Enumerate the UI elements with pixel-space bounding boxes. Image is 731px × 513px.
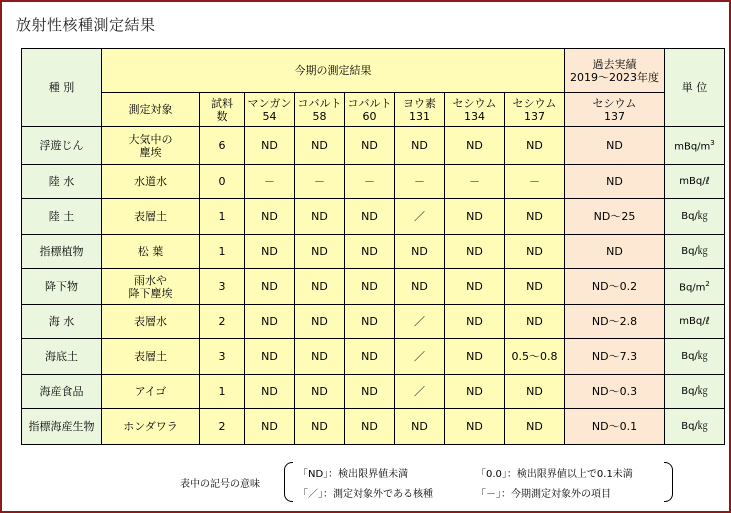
row-sample-count: 2 bbox=[200, 409, 245, 445]
row-value: ND bbox=[505, 235, 565, 269]
row-kind: 海底土 bbox=[22, 339, 102, 375]
row-unit-text: mBq/ℓ bbox=[679, 176, 710, 187]
nuclide-mass: 60 bbox=[362, 109, 377, 123]
row-unit bbox=[665, 165, 725, 199]
row-value: ND bbox=[445, 235, 505, 269]
header-past-nuclide bbox=[565, 93, 665, 127]
row-value: ／ bbox=[395, 375, 445, 409]
header-nuclide bbox=[245, 93, 295, 127]
row-target bbox=[102, 339, 200, 375]
nuclide-name: マンガン bbox=[247, 96, 292, 110]
row-value: ND bbox=[445, 269, 505, 305]
row-value: ND bbox=[505, 305, 565, 339]
table-row bbox=[22, 165, 725, 199]
table-row bbox=[22, 269, 725, 305]
row-value: － bbox=[245, 165, 295, 199]
row-value: ND bbox=[345, 375, 395, 409]
row-target-line: 塵埃 bbox=[139, 145, 162, 159]
nuclide-mass: 54 bbox=[262, 109, 277, 123]
header-row-1 bbox=[22, 49, 725, 93]
row-unit bbox=[665, 409, 725, 445]
row-value: ND bbox=[505, 375, 565, 409]
row-target-line: 表層土 bbox=[134, 210, 167, 223]
row-sample-count: 2 bbox=[200, 305, 245, 339]
row-value: ND bbox=[245, 199, 295, 235]
row-unit-sup: 2 bbox=[705, 280, 710, 289]
nuclide-mass: 58 bbox=[312, 109, 327, 123]
table-row bbox=[22, 375, 725, 409]
header-unit: 単 位 bbox=[665, 49, 725, 127]
row-value: ND bbox=[395, 409, 445, 445]
row-value: ND bbox=[445, 199, 505, 235]
row-target-line: 松 葉 bbox=[137, 245, 164, 258]
header-sample-count-line1: 試料 bbox=[211, 96, 233, 110]
row-kind: 陸 水 bbox=[22, 165, 102, 199]
table-row bbox=[22, 339, 725, 375]
row-past-value: ND～2.8 bbox=[565, 305, 665, 339]
row-target-line: 降下塵埃 bbox=[128, 286, 173, 300]
header-current: 今期の測定結果 bbox=[102, 49, 565, 93]
row-past-value: ND～7.3 bbox=[565, 339, 665, 375]
header-nuclide bbox=[395, 93, 445, 127]
row-target-line: アイゴ bbox=[134, 385, 167, 398]
row-value: ND bbox=[245, 339, 295, 375]
row-value: ND bbox=[295, 339, 345, 375]
row-value: ND bbox=[245, 127, 295, 165]
row-value: ND bbox=[395, 269, 445, 305]
row-value: － bbox=[295, 165, 345, 199]
row-value: ND bbox=[295, 375, 345, 409]
row-kind: 海産食品 bbox=[22, 375, 102, 409]
row-sample-count: 6 bbox=[200, 127, 245, 165]
row-value: 0.5～0.8 bbox=[505, 339, 565, 375]
row-past-value: ND bbox=[565, 235, 665, 269]
table-row bbox=[22, 235, 725, 269]
row-value: ND bbox=[505, 199, 565, 235]
row-kind: 指標海産生物 bbox=[22, 409, 102, 445]
row-value: ND bbox=[395, 127, 445, 165]
row-target-line: 大気中の bbox=[128, 132, 173, 146]
row-value: ND bbox=[345, 127, 395, 165]
header-kind: 種 別 bbox=[22, 49, 102, 127]
row-target bbox=[102, 199, 200, 235]
row-value: ND bbox=[245, 375, 295, 409]
row-past-value: ND～0.2 bbox=[565, 269, 665, 305]
row-value: ND bbox=[505, 127, 565, 165]
results-table bbox=[21, 48, 725, 445]
row-unit-text: Bq/㎏ bbox=[681, 246, 708, 257]
header-past-label: 過去実績 bbox=[592, 57, 637, 71]
row-value: ND bbox=[295, 305, 345, 339]
row-value: ND bbox=[445, 409, 505, 445]
legend-item: 「ND」：検出限界値未満 bbox=[298, 469, 409, 480]
header-sample-count bbox=[200, 93, 245, 127]
legend-item: 「0.0」：検出限界値以上で0.1未満 bbox=[476, 469, 633, 480]
row-unit bbox=[665, 127, 725, 165]
legend-bracket-left bbox=[284, 462, 293, 502]
row-value: ND bbox=[295, 235, 345, 269]
legend-item: 「／」：測定対象外である核種 bbox=[298, 489, 433, 500]
row-unit bbox=[665, 235, 725, 269]
row-value: ND bbox=[445, 305, 505, 339]
nuclide-mass: 131 bbox=[409, 109, 430, 123]
header-past-period: 2019～2023年度 bbox=[570, 70, 659, 84]
row-target bbox=[102, 165, 200, 199]
row-value: ND bbox=[345, 339, 395, 375]
row-kind: 陸 土 bbox=[22, 199, 102, 235]
row-target-line: ホンダワラ bbox=[123, 420, 178, 433]
row-value: － bbox=[505, 165, 565, 199]
nuclide-name: ヨウ素 bbox=[403, 96, 436, 110]
row-unit-text: mBq/m bbox=[674, 141, 711, 153]
row-unit bbox=[665, 305, 725, 339]
row-value: ND bbox=[295, 409, 345, 445]
row-past-value: ND～0.1 bbox=[565, 409, 665, 445]
row-value: ND bbox=[395, 235, 445, 269]
row-target-line: 表層水 bbox=[134, 315, 167, 328]
legend bbox=[0, 458, 731, 508]
row-unit-text: mBq/ℓ bbox=[679, 316, 710, 327]
row-unit bbox=[665, 199, 725, 235]
row-unit bbox=[665, 375, 725, 409]
row-unit-text: Bq/㎏ bbox=[681, 211, 708, 222]
row-sample-count: 1 bbox=[200, 199, 245, 235]
row-target bbox=[102, 409, 200, 445]
row-unit bbox=[665, 339, 725, 375]
row-value: ND bbox=[295, 199, 345, 235]
nuclide-name: コバルト bbox=[297, 96, 342, 110]
row-value: ND bbox=[505, 269, 565, 305]
row-kind: 指標植物 bbox=[22, 235, 102, 269]
table-row bbox=[22, 127, 725, 165]
row-kind: 降下物 bbox=[22, 269, 102, 305]
header-nuclide bbox=[445, 93, 505, 127]
nuclide-name: セシウム bbox=[512, 96, 557, 110]
row-sample-count: 3 bbox=[200, 269, 245, 305]
row-past-value: ND bbox=[565, 165, 665, 199]
row-sample-count: 3 bbox=[200, 339, 245, 375]
row-value: ND bbox=[345, 305, 395, 339]
legend-item: 「－」：今期測定対象外の項目 bbox=[476, 489, 611, 500]
row-target bbox=[102, 235, 200, 269]
row-value: ND bbox=[245, 235, 295, 269]
row-past-value: ND～0.3 bbox=[565, 375, 665, 409]
header-row-2 bbox=[22, 93, 725, 127]
row-kind: 浮遊じん bbox=[22, 127, 102, 165]
row-value: － bbox=[345, 165, 395, 199]
nuclide-mass: 134 bbox=[464, 109, 485, 123]
row-target-line: 表層土 bbox=[134, 350, 167, 363]
table-row bbox=[22, 305, 725, 339]
row-sample-count: 1 bbox=[200, 375, 245, 409]
nuclide-name: コバルト bbox=[347, 96, 392, 110]
row-target-line: 水道水 bbox=[134, 175, 167, 188]
row-value: － bbox=[445, 165, 505, 199]
row-value: ND bbox=[245, 305, 295, 339]
row-unit-text: Bq/㎏ bbox=[681, 421, 708, 432]
nuclide-name: セシウム bbox=[452, 96, 497, 110]
table-row bbox=[22, 199, 725, 235]
row-value: ND bbox=[345, 235, 395, 269]
header-nuclide bbox=[295, 93, 345, 127]
row-unit-text: Bq/m bbox=[679, 282, 706, 294]
page-title: 放射性核種測定結果 bbox=[16, 16, 156, 34]
row-sample-count: 1 bbox=[200, 235, 245, 269]
row-past-value: ND bbox=[565, 127, 665, 165]
row-value: ND bbox=[445, 375, 505, 409]
row-value: ND bbox=[295, 269, 345, 305]
row-target bbox=[102, 127, 200, 165]
row-value: ND bbox=[245, 409, 295, 445]
row-target bbox=[102, 375, 200, 409]
table-row bbox=[22, 409, 725, 445]
row-target bbox=[102, 269, 200, 305]
row-value: ND bbox=[445, 127, 505, 165]
row-target bbox=[102, 305, 200, 339]
row-value: ND bbox=[345, 409, 395, 445]
nuclide-mass: 137 bbox=[524, 109, 545, 123]
row-value: ／ bbox=[395, 339, 445, 375]
row-value: ND bbox=[345, 269, 395, 305]
row-sample-count: 0 bbox=[200, 165, 245, 199]
row-unit-text: Bq/㎏ bbox=[681, 351, 708, 362]
header-target: 測定対象 bbox=[102, 93, 200, 127]
row-value: ND bbox=[345, 199, 395, 235]
row-past-value: ND～25 bbox=[565, 199, 665, 235]
header-nuclide bbox=[505, 93, 565, 127]
row-value: ND bbox=[445, 339, 505, 375]
row-unit-text: Bq/㎏ bbox=[681, 386, 708, 397]
row-value: ND bbox=[295, 127, 345, 165]
row-kind: 海 水 bbox=[22, 305, 102, 339]
row-unit-sup: 3 bbox=[710, 139, 715, 148]
row-value: ／ bbox=[395, 199, 445, 235]
legend-caption: 表中の記号の意味 bbox=[180, 479, 260, 490]
row-target-line: 雨水や bbox=[134, 273, 167, 287]
row-unit bbox=[665, 269, 725, 305]
legend-bracket-right bbox=[664, 462, 673, 502]
row-value: ／ bbox=[395, 305, 445, 339]
header-sample-count-line2: 数 bbox=[216, 109, 228, 123]
header-past bbox=[565, 49, 665, 93]
nuclide-mass: 137 bbox=[604, 109, 625, 123]
nuclide-name: セシウム bbox=[592, 96, 637, 110]
row-value: ND bbox=[505, 409, 565, 445]
row-value: ND bbox=[245, 269, 295, 305]
row-value: － bbox=[395, 165, 445, 199]
header-nuclide bbox=[345, 93, 395, 127]
